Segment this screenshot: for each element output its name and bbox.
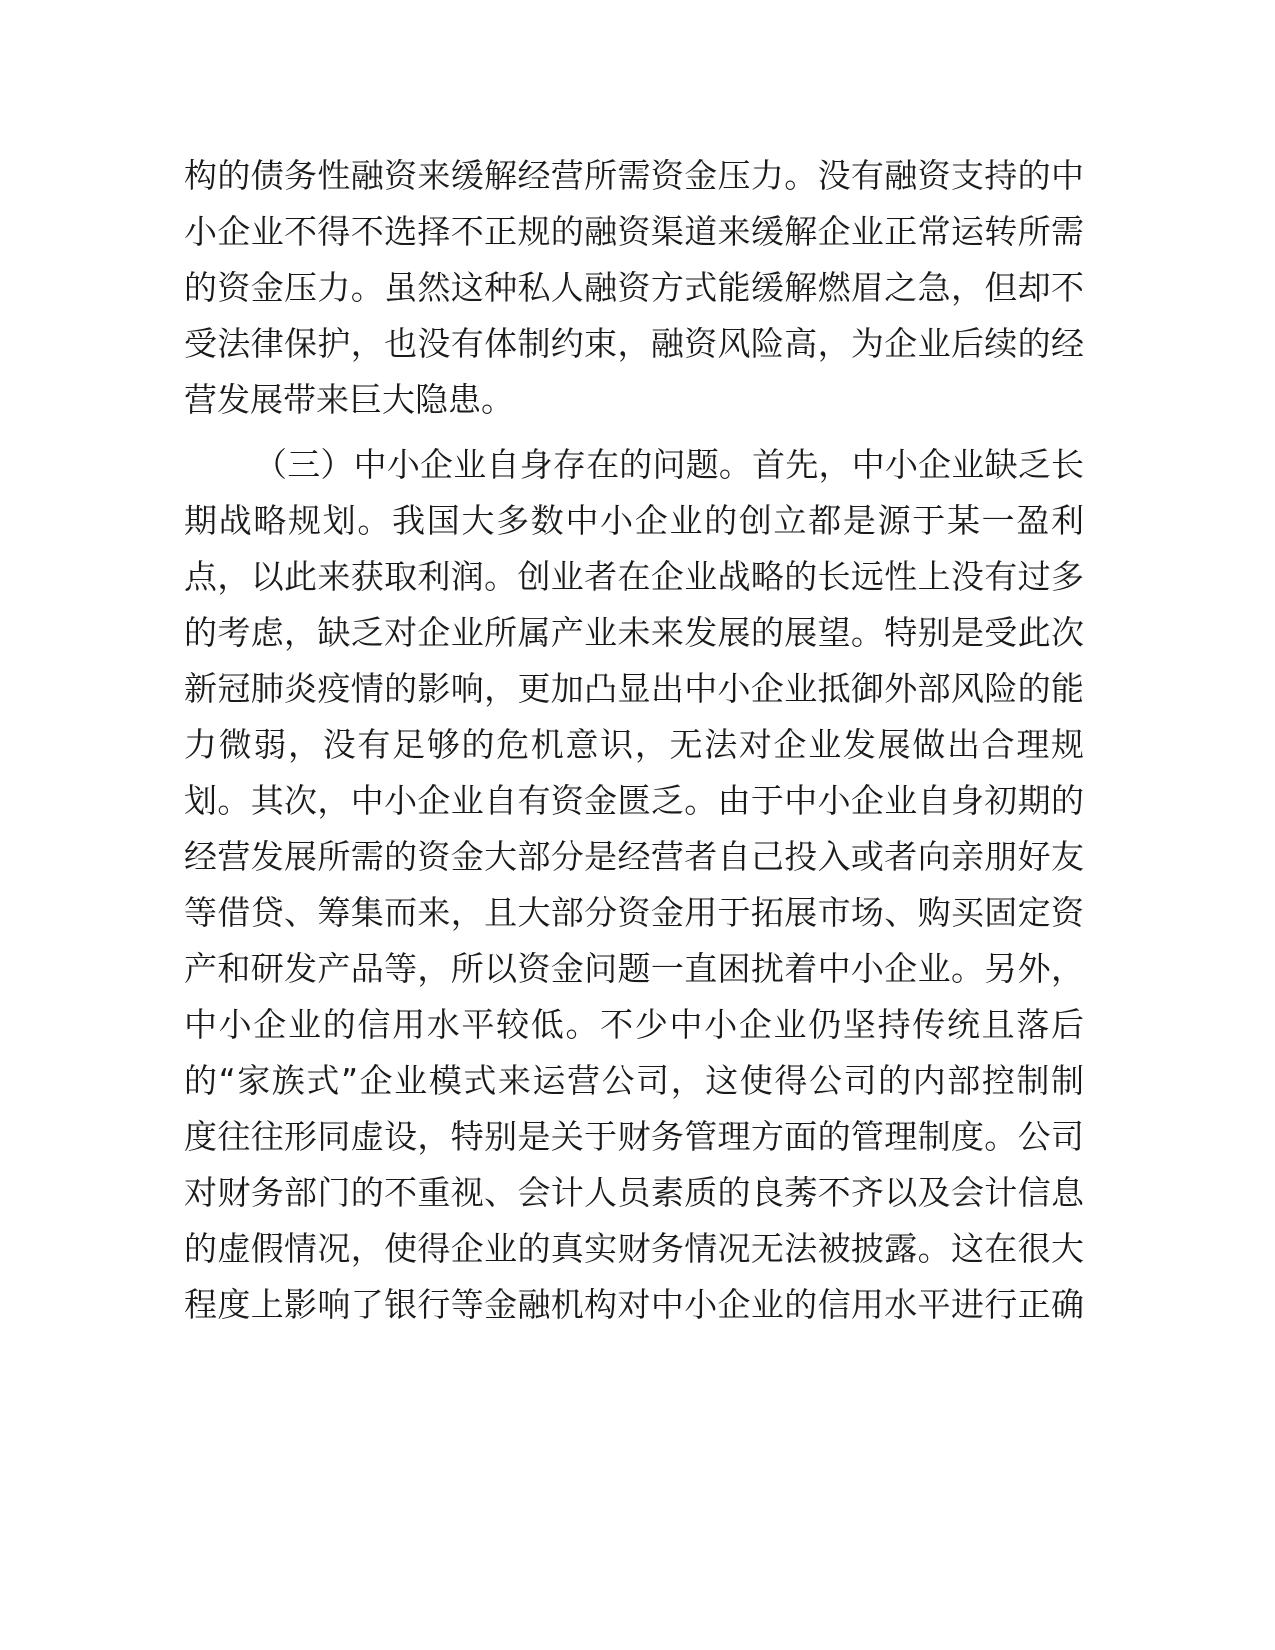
text-line: 划。其次，中小企业自有资金匮乏。由于中小企业自身初期的: [184, 781, 1084, 820]
text-line: 小企业不得不选择不正规的融资渠道来缓解企业正常运转所需: [184, 212, 1084, 251]
text-line: 营发展带来巨大隐患。: [184, 380, 514, 419]
text-line: 力微弱，没有足够的危机意识，无法对企业发展做出合理规: [184, 725, 1084, 764]
text-line: 的资金压力。虽然这种私人融资方式能缓解燃眉之急，但却不: [184, 268, 1084, 307]
section-heading-line: （三）中小企业自身存在的问题。首先，中小企业缺乏长: [254, 445, 1084, 484]
text-line: 产和研发产品等，所以资金问题一直困扰着中小企业。另外，: [184, 949, 1084, 988]
text-line: 构的债务性融资来缓解经营所需资金压力。没有融资支持的中: [184, 156, 1084, 195]
text-line: 期战略规划。我国大多数中小企业的创立都是源于某一盈利: [184, 501, 1084, 540]
text-line: 中小企业的信用水平较低。不少中小企业仍坚持传统且落后: [184, 1005, 1084, 1044]
text-line: 的“家族式”企业模式来运营公司，这使得公司的内部控制制: [184, 1061, 1084, 1100]
text-line: 程度上影响了银行等金融机构对中小企业的信用水平进行正确: [184, 1285, 1084, 1324]
text-line: 受法律保护，也没有体制约束，融资风险高，为企业后续的经: [184, 324, 1084, 363]
text-line: 度往往形同虚设，特别是关于财务管理方面的管理制度。公司: [184, 1117, 1084, 1156]
text-line: 对财务部门的不重视、会计人员素质的良莠不齐以及会计信息: [184, 1173, 1084, 1212]
text-line: 的考虑，缺乏对企业所属产业未来发展的展望。特别是受此次: [184, 613, 1084, 652]
text-line: 的虚假情况，使得企业的真实财务情况无法被披露。这在很大: [184, 1229, 1084, 1268]
text-line: 新冠肺炎疫情的影响，更加凸显出中小企业抵御外部风险的能: [184, 669, 1084, 708]
text-line: 经营发展所需的资金大部分是经营者自己投入或者向亲朋好友: [184, 837, 1084, 876]
text-line: 等借贷、筹集而来，且大部分资金用于拓展市场、购买固定资: [184, 893, 1084, 932]
text-line: 点，以此来获取利润。创业者在企业战略的长远性上没有过多: [184, 557, 1084, 596]
